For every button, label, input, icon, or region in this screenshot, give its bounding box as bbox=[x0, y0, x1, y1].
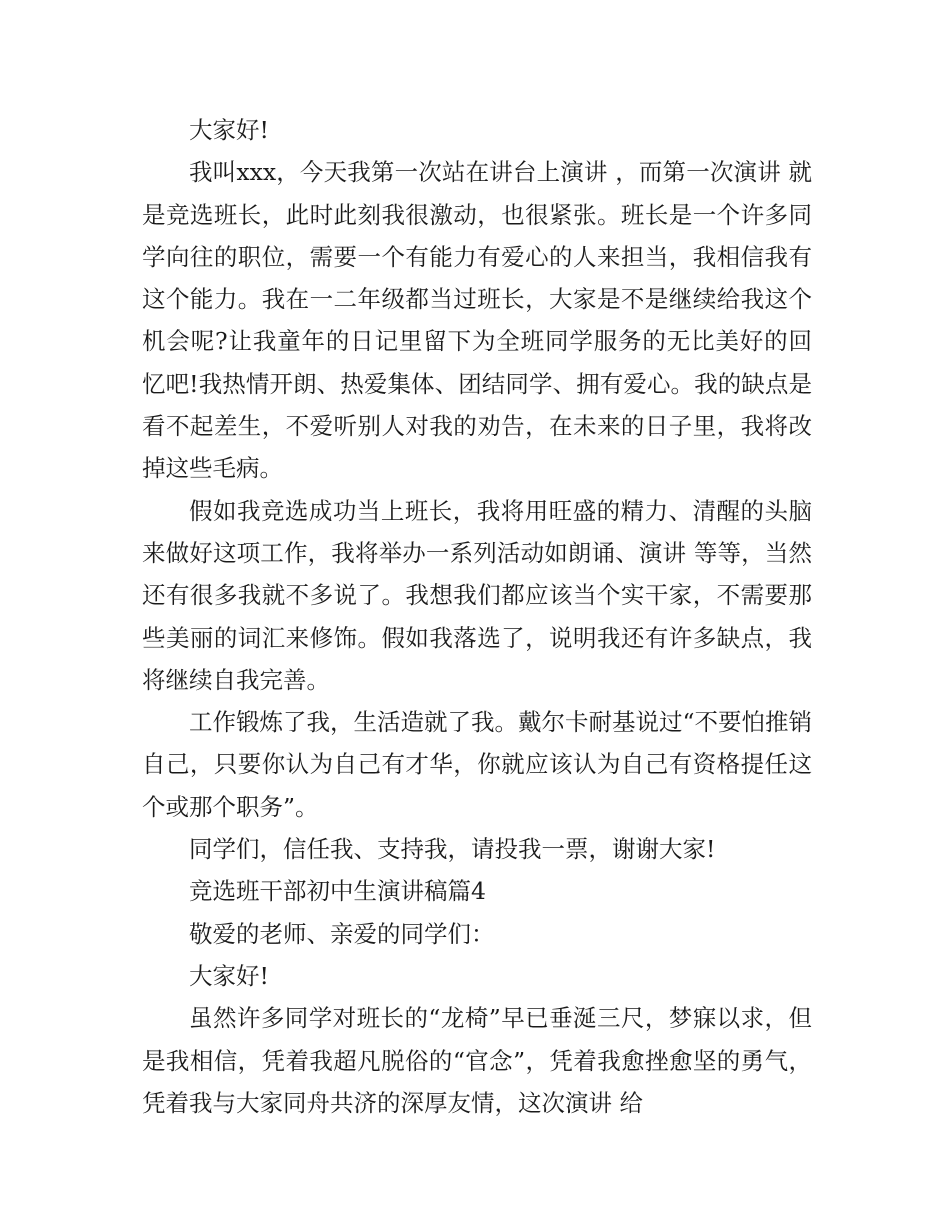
paragraph-closing: 同学们，信任我、支持我，请投我一票，谢谢大家! bbox=[189, 835, 716, 864]
paragraph-opening: 虽然许多同学对班长的“龙椅”早已垂涎三尺，梦寐以求，但是我相信，凭着我超凡脱俗的“官念”，凭着我愈挫愈坚的勇气，凭着我与大家同舟共济的深厚友情，这次演讲 给 bbox=[142, 1004, 812, 1117]
paragraph-greeting: 大家好! bbox=[189, 116, 269, 144]
paragraph-introduction: 我叫xxx，今天我第一次站在讲台上演讲 ，而第一次演讲 就是竞选班长，此时此刻我很激动，也很紧张。班长是一个许多同学向往的职位，需要一个有能力有爱心的人来担当，我相信我有这个能力。我在一二年级都当过班长，大家是不是继续给我这个机会呢?让我童年的日记里留下为全班同学服务的无比美好的回忆吧!我热情开朗、热爱集体、团结同学、拥有爱心。我的缺点是看不起差生，不爱听别人对我的劝告，在未来的日子里，我将改掉这些毛病。 bbox=[142, 158, 812, 483]
section-heading: 竞选班干部初中生演讲稿篇4 bbox=[189, 877, 486, 906]
paragraph-greeting-2: 大家好! bbox=[189, 961, 269, 990]
paragraph-plan: 假如我竞选成功当上班长，我将用旺盛的精力、清醒的头脑来做好这项工作，我将举办一系列活动如朗诵、演讲 等等，当然还有很多我就不多说了。我想我们都应该当个实干家，不需要那些美丽的词汇来修饰。假如我落选了，说明我还有许多缺点，我将继续自我完善。 bbox=[142, 496, 812, 694]
paragraph-salutation: 敬爱的老师、亲爱的同学们： bbox=[189, 919, 495, 948]
document-body bbox=[142, 109, 812, 1124]
paragraph-quote: 工作锻炼了我，生活造就了我。戴尔卡耐基说过“不要怕推销自己，只要你认为自己有才华，你就应该认为自己有资格提任这个或那个职务”。 bbox=[142, 708, 813, 821]
